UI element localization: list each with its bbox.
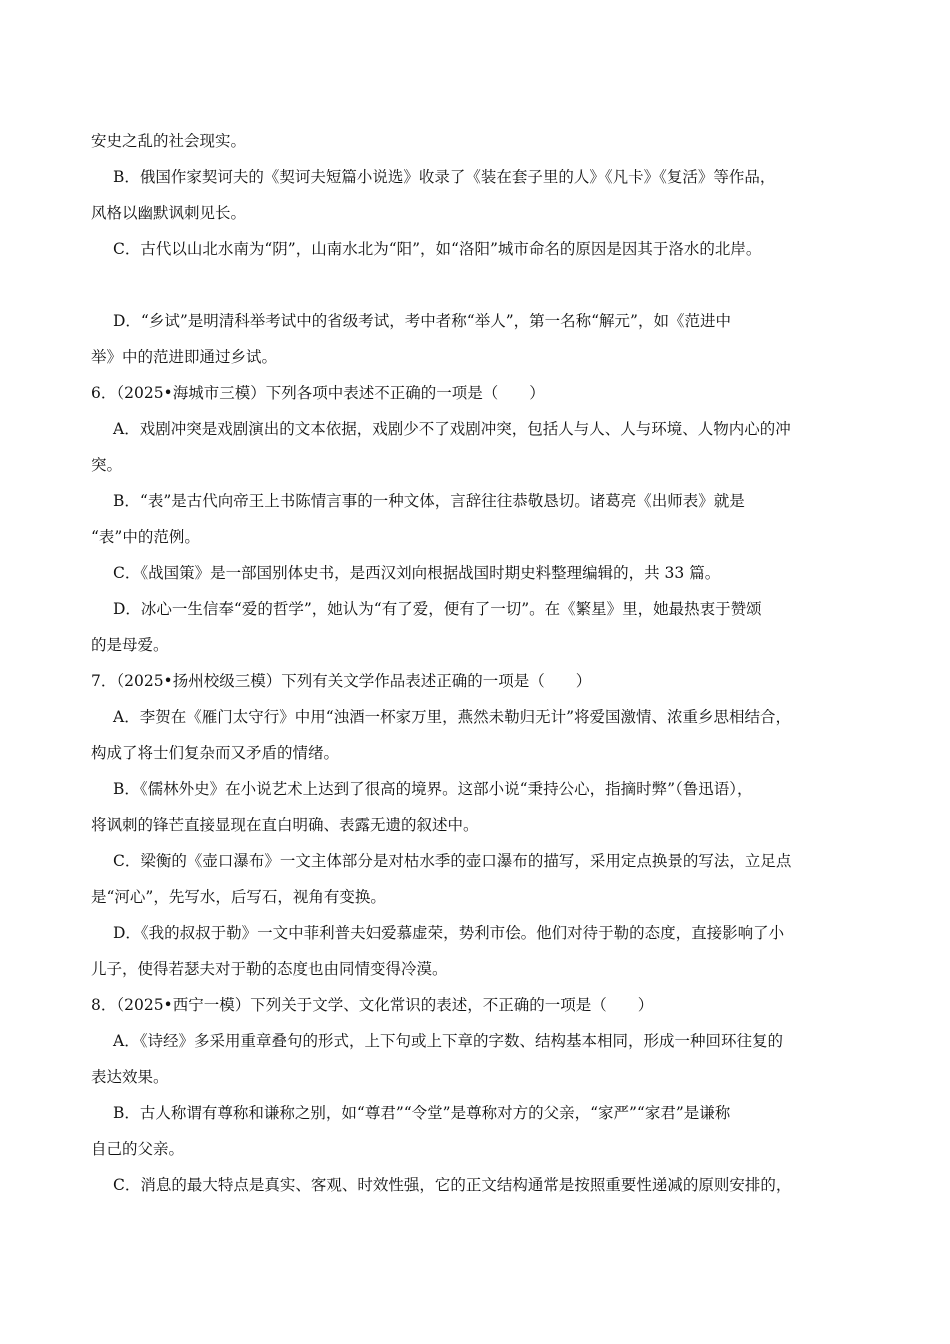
option-a — [91, 699, 859, 771]
option-c — [91, 1167, 859, 1203]
option-line: B．古人称谓有尊称和谦称之别，如“尊君”“令堂”是尊称对方的父亲，“家严”“家君”是谦称 — [113, 1104, 731, 1122]
option-a — [91, 1023, 859, 1095]
option-line: 表达效果。 — [91, 1068, 169, 1086]
option-d — [91, 915, 859, 987]
question-7 — [91, 663, 859, 987]
option-line: D．冰心一生信奉“爱的哲学”，她认为“有了爱，便有了一切”。在《繁星》里，她最热衷于赞颂 — [113, 600, 762, 618]
prev-question-continuation: 安史之乱的社会现实。 — [91, 132, 247, 150]
option-c — [91, 555, 859, 591]
option-line: 风格以幽默讽刺见长。 — [91, 204, 247, 222]
option-line: 构成了将士们复杂而又矛盾的情绪。 — [91, 744, 340, 762]
option-line: 是“河心”，先写水，后写石，视角有变换。 — [91, 888, 386, 906]
option-line: A．《诗经》多采用重章叠句的形式，上下句或上下章的字数、结构基本相同，形成一种回环往复的 — [113, 1032, 783, 1050]
option-line: B．《儒林外史》在小说艺术上达到了很高的境界。这部小说“秉持公心，指摘时弊”（鲁迅语）， — [113, 780, 753, 798]
option-line: C．《战国策》是一部国别体史书，是西汉刘向根据战国时期史料整理编辑的，共 33 篇。 — [113, 564, 721, 582]
option-a — [91, 411, 859, 483]
option-line: B．俄国作家契诃夫的《契诃夫短篇小说选》收录了《装在套子里的人》《凡卡》《复活》等作品， — [113, 168, 776, 186]
option-line: A．李贺在《雁门太守行》中用“浊酒一杯家万里，燕然未勒归无计”将爱国激情、浓重乡思相结合， — [113, 708, 792, 726]
option-line: C．古代以山北水南为“阴”，山南水北为“阳”，如“洛阳”城市命名的原因是因其于洛水的北岸。 — [113, 240, 762, 258]
option-line: 的是母爱。 — [91, 636, 169, 654]
option-line: C．梁衡的《壶口瀑布》一文主体部分是对枯水季的壶口瀑布的描写，采用定点换景的写法，立足点 — [113, 852, 792, 870]
prev-option-d — [91, 303, 859, 375]
option-line: D．《我的叔叔于勒》一文中菲利普夫妇爱慕虚荣，势利市侩。他们对待于勒的态度，直接影响了小 — [113, 924, 785, 942]
question-8 — [91, 987, 859, 1203]
option-line: C．消息的最大特点是真实、客观、时效性强，它的正文结构通常是按照重要性递减的原则安排的， — [113, 1176, 792, 1194]
option-b — [91, 483, 859, 555]
option-line: D．“乡试”是明清科举考试中的省级考试，考中者称“举人”，第一名称“解元”，如《范进中 — [113, 312, 731, 330]
option-line: “表”中的范例。 — [91, 528, 200, 546]
option-b — [91, 1095, 859, 1167]
option-line: A．戏剧冲突是戏剧演出的文本依据，戏剧少不了戏剧冲突，包括人与人、人与环境、人物内心的冲 — [113, 420, 791, 438]
option-d — [91, 591, 859, 663]
question-6 — [91, 375, 859, 663]
option-c — [91, 843, 859, 915]
blank-spacer — [91, 267, 859, 303]
question-header: 6．（2025•海城市三模）下列各项中表述不正确的一项是（ ） — [91, 384, 545, 402]
option-line: 突。 — [91, 456, 123, 474]
option-line: 将讽刺的锋芒直接显现在直白明确、表露无遗的叙述中。 — [91, 816, 479, 834]
option-b — [91, 771, 859, 843]
question-header: 8．（2025•西宁一模）下列关于文学、文化常识的表述，不正确的一项是（ ） — [91, 996, 654, 1014]
option-line: 儿子，使得若瑟夫对于勒的态度也由同情变得冷漠。 — [91, 960, 448, 978]
page-content — [91, 123, 859, 1203]
option-line: 举》中的范进即通过乡试。 — [91, 348, 278, 366]
question-header: 7．（2025•扬州校级三模）下列有关文学作品表述正确的一项是（ ） — [91, 672, 592, 690]
option-line: 自己的父亲。 — [91, 1140, 185, 1158]
prev-option-c — [91, 231, 859, 267]
prev-option-b — [91, 159, 859, 231]
option-line: B．“表”是古代向帝王上书陈情言事的一种文体，言辞往往恭敬恳切。诸葛亮《出师表》就是 — [113, 492, 745, 510]
